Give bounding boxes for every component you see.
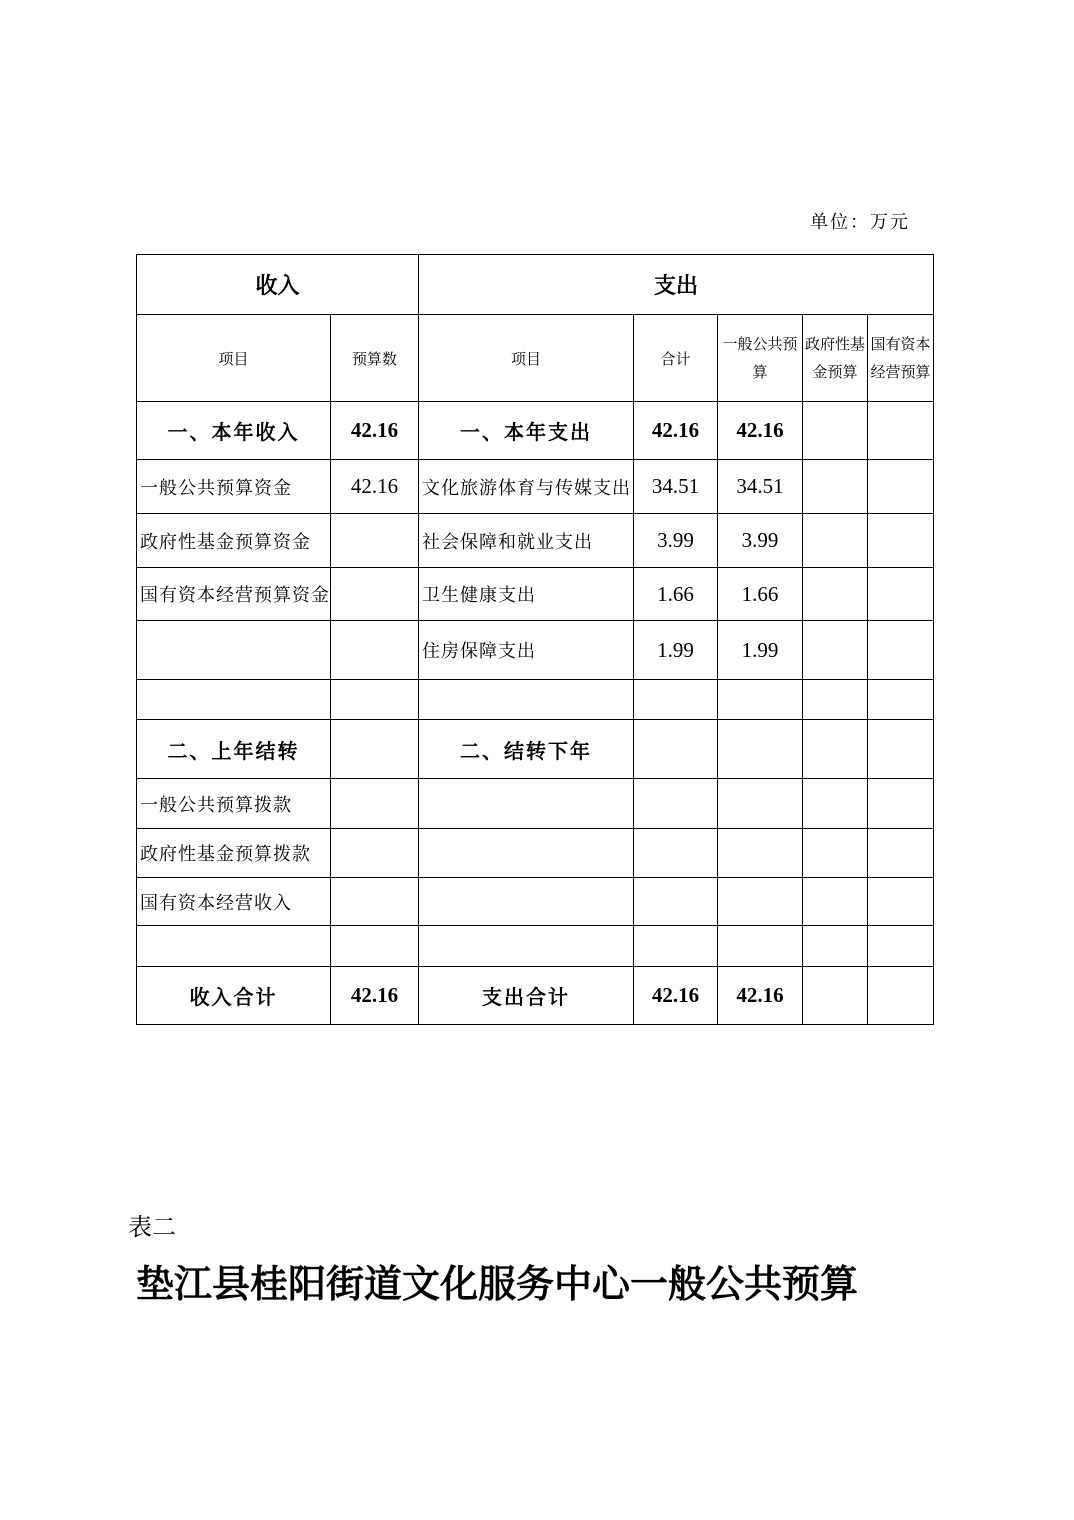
income-item: 一、本年收入 — [137, 402, 331, 460]
expense-item: 二、结转下年 — [419, 720, 634, 779]
expense-state — [868, 514, 934, 568]
table-row — [137, 460, 934, 514]
expense-item: 一、本年支出 — [419, 402, 634, 460]
expense-header: 支出 — [419, 255, 934, 315]
income-item: 国有资本经营收入 — [137, 878, 331, 926]
income-item — [137, 680, 331, 720]
table-row — [137, 402, 934, 460]
expense-state — [868, 460, 934, 514]
expense-general-total: 42.16 — [718, 967, 803, 1025]
income-total-label: 收入合计 — [137, 967, 331, 1025]
col-header-expense-item: 项目 — [419, 315, 634, 402]
expense-total — [634, 926, 718, 967]
expense-fund — [803, 720, 868, 779]
expense-general: 3.99 — [718, 514, 803, 568]
expense-general — [718, 779, 803, 829]
table-number-label: 表二 — [128, 1213, 176, 1241]
income-item — [137, 621, 331, 680]
expense-item: 住房保障支出 — [419, 621, 634, 680]
col-header-general: 一般公共预算 — [718, 315, 803, 402]
expense-state — [868, 720, 934, 779]
expense-total — [634, 720, 718, 779]
expense-state-total — [868, 967, 934, 1025]
col-header-fund: 政府性基金预算 — [803, 315, 868, 402]
expense-fund — [803, 779, 868, 829]
expense-fund — [803, 460, 868, 514]
income-item — [137, 926, 331, 967]
income-header: 收入 — [137, 255, 419, 315]
table-row — [137, 680, 934, 720]
income-value — [331, 926, 419, 967]
income-value: 42.16 — [331, 402, 419, 460]
expense-general — [718, 720, 803, 779]
income-item: 国有资本经营预算资金 — [137, 568, 331, 621]
expense-fund-total — [803, 967, 868, 1025]
totals-row — [137, 967, 934, 1025]
income-value — [331, 680, 419, 720]
table-row — [137, 779, 934, 829]
income-value — [331, 514, 419, 568]
table-row — [137, 568, 934, 621]
expense-general — [718, 829, 803, 878]
header-row-columns — [137, 315, 934, 402]
income-value: 42.16 — [331, 460, 419, 514]
col-header-state: 国有资本经营预算 — [868, 315, 934, 402]
table-row — [137, 720, 934, 779]
income-item: 政府性基金预算拨款 — [137, 829, 331, 878]
income-value — [331, 829, 419, 878]
expense-item: 卫生健康支出 — [419, 568, 634, 621]
expense-item — [419, 779, 634, 829]
expense-state — [868, 680, 934, 720]
expense-item — [419, 878, 634, 926]
expense-total — [634, 680, 718, 720]
expense-total: 34.51 — [634, 460, 718, 514]
expense-item — [419, 680, 634, 720]
col-header-total: 合计 — [634, 315, 718, 402]
expense-total: 3.99 — [634, 514, 718, 568]
expense-state — [868, 621, 934, 680]
expense-total — [634, 779, 718, 829]
expense-general: 1.99 — [718, 621, 803, 680]
header-row-top — [137, 255, 934, 315]
document-title: 垫江县桂阳街道文化服务中心一般公共预算 — [136, 1261, 859, 1306]
expense-state — [868, 402, 934, 460]
expense-general — [718, 680, 803, 720]
unit-label: 单位：万元 — [810, 212, 910, 233]
table-row — [137, 878, 934, 926]
income-value — [331, 621, 419, 680]
expense-state — [868, 926, 934, 967]
expense-general — [718, 878, 803, 926]
table-row — [137, 514, 934, 568]
expense-fund — [803, 829, 868, 878]
expense-item — [419, 926, 634, 967]
income-value — [331, 878, 419, 926]
col-header-budget: 预算数 — [331, 315, 419, 402]
income-value — [331, 779, 419, 829]
income-value — [331, 720, 419, 779]
expense-state — [868, 568, 934, 621]
income-item: 政府性基金预算资金 — [137, 514, 331, 568]
col-header-income-item: 项目 — [137, 315, 331, 402]
expense-general — [718, 926, 803, 967]
expense-total — [634, 829, 718, 878]
income-item: 二、上年结转 — [137, 720, 331, 779]
income-value — [331, 568, 419, 621]
expense-fund — [803, 568, 868, 621]
expense-total: 1.99 — [634, 621, 718, 680]
table-row — [137, 829, 934, 878]
expense-state — [868, 829, 934, 878]
expense-total — [634, 878, 718, 926]
income-item: 一般公共预算拨款 — [137, 779, 331, 829]
expense-item: 社会保障和就业支出 — [419, 514, 634, 568]
income-item: 一般公共预算资金 — [137, 460, 331, 514]
table-row — [137, 926, 934, 967]
income-total-value: 42.16 — [331, 967, 419, 1025]
budget-table — [136, 254, 934, 1025]
expense-total-value: 42.16 — [634, 967, 718, 1025]
expense-total: 1.66 — [634, 568, 718, 621]
expense-total: 42.16 — [634, 402, 718, 460]
expense-total-label: 支出合计 — [419, 967, 634, 1025]
expense-fund — [803, 926, 868, 967]
expense-fund — [803, 402, 868, 460]
expense-item — [419, 829, 634, 878]
expense-fund — [803, 680, 868, 720]
expense-general: 1.66 — [718, 568, 803, 621]
table-row — [137, 621, 934, 680]
expense-general: 42.16 — [718, 402, 803, 460]
expense-general: 34.51 — [718, 460, 803, 514]
expense-state — [868, 779, 934, 829]
expense-fund — [803, 621, 868, 680]
expense-state — [868, 878, 934, 926]
expense-fund — [803, 514, 868, 568]
expense-item: 文化旅游体育与传媒支出 — [419, 460, 634, 514]
expense-fund — [803, 878, 868, 926]
